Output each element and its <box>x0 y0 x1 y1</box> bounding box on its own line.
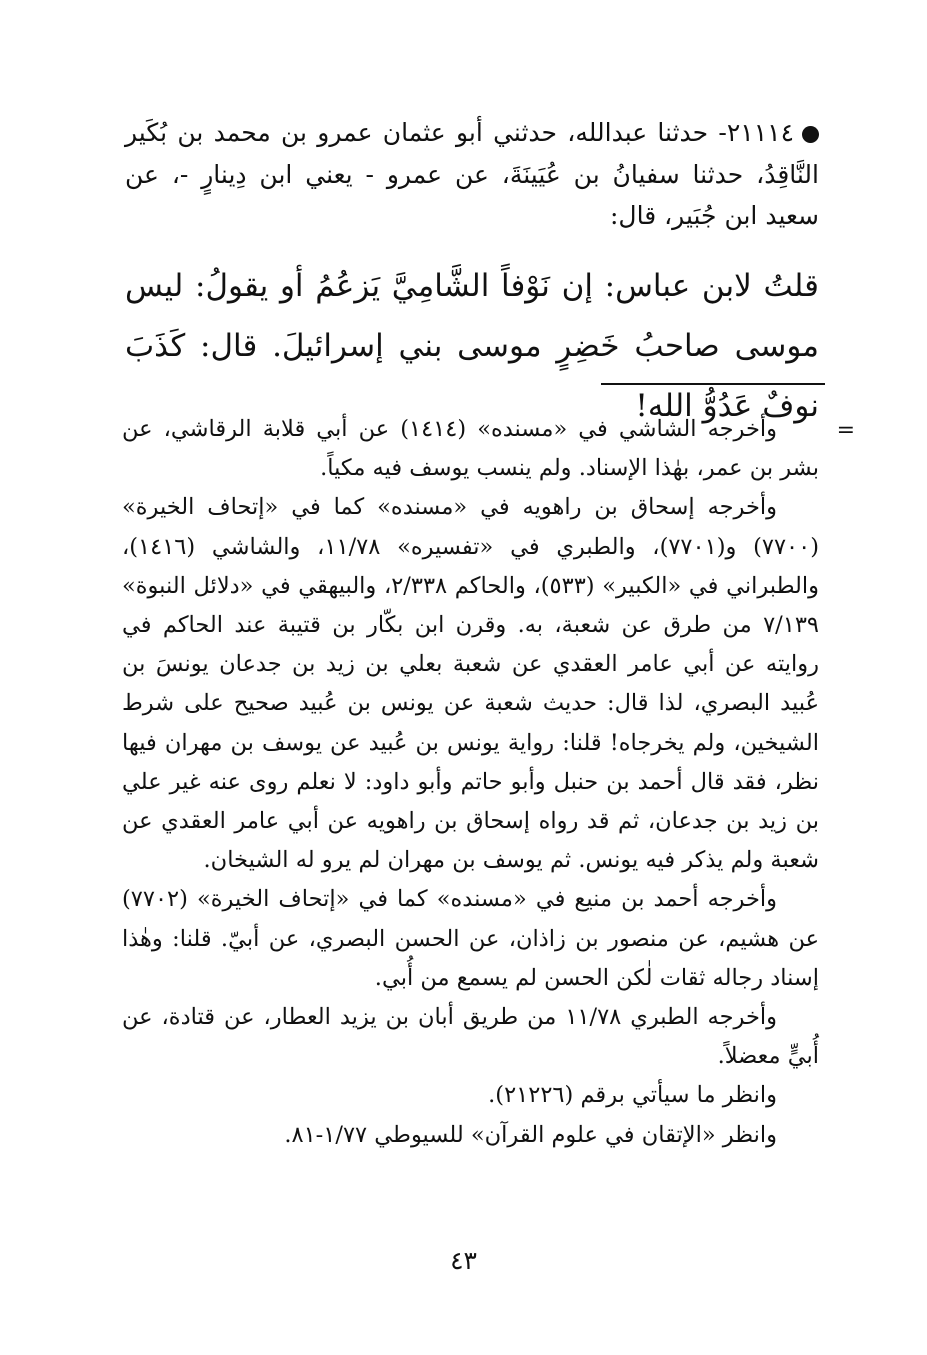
page-number: ٤٣ <box>450 1246 477 1275</box>
footnote-separator <box>601 383 825 385</box>
footnote-paragraph: وانظر ما سيأتي برقم (٢١٢٢٦). <box>488 1082 777 1109</box>
hadith-intro <box>125 112 819 237</box>
footnote-paragraph: وأخرجه أحمد بن منيع في «مسنده» كما في «إتحاف الخيرة» (٧٧٠٢) عن هشيم، عن منصور بن زاذان، عن الحسن البصري، عن أبيّ. قلنا: وهٰذا إسناد رجاله ثقات لٰكن الحسن لم يسمع من أُبي. <box>122 886 819 991</box>
bullet-icon <box>802 126 819 143</box>
hadith-intro-text: ٢١١١٤- حدثنا عبدالله، حدثني أبو عثمان عمرو بن محمد بن بُكَير النَّاقِدُ، حدثنا سفيانُ بن عُيَينَةَ، عن عمرو - يعني ابن دِينارٍ -، عن سعيد ابن جُبَير، قال: <box>125 118 819 230</box>
footnote-paragraph: وأخرجه الطبري ١١/٧٨ من طريق أبان بن يزيد العطار، عن قتادة، عن أُبيٍّ معضلاً. <box>122 1004 819 1070</box>
footnote-paragraph: وانظر «الإتقان في علوم القرآن» للسيوطي ١/٧٧-٨١. <box>284 1121 777 1148</box>
footnote-continuation-mark: = <box>836 418 855 443</box>
footnote-paragraph: وأخرجه إسحاق بن راهويه في «مسنده» كما في «إتحاف الخيرة» (٧٧٠٠) و(٧٧٠١)، والطبري في «تفسيره» ١١/٧٨، والشاشي (١٤١٦)، والطبراني في «الكبير» (٥٣٣)، والحاكم ٢/٣٣٨، والبيهقي في «دلائل النبوة» ٧/١٣٩ من طرق عن شعبة، به. وقرن ابن بكّار بن قتيبة عند الحاكم في روايته عن أبي عامر العقدي عن شعبة بعلي بن زيد بن جدعان يونسَ بن عُبيد البصري، لذا قال: حديث شعبة عن يونس بن عُبيد صحيح على شرط الشيخين، ولم يخرجاه! قلنا: رواية يونس بن عُبيد عن يوسف بن مهران فيها نظر، فقد قال أحمد بن حنبل وأبو حاتم وأبو داود: لا نعلم روى عنه غير علي بن زيد بن جدعان، ثم قد رواه إسحاق بن راهويه عن أبي عامر العقدي عن شعبة ولم يذكر فيه يونس. ثم يوسف بن مهران لم يرو له الشيخان. <box>122 494 819 874</box>
footnote-paragraph: وأخرجه الشاشي في «مسنده» (١٤١٤) عن أبي قلابة الرقاشي، عن بشر بن عمر، بهٰذا الإسناد. ولم ينسب يوسف فيه مكياً. <box>122 416 819 482</box>
footnotes <box>122 410 819 1155</box>
hadith-text: قلتُ لابن عباس: إن نَوْفاً الشَّامِيَّ يَزعُمُ أو يقولُ: ليس موسى صاحبُ خَضِرٍ موسى بني إسرائيلَ. قال: كَذَبَ نوفٌ عَدُوُّ الله! <box>125 268 819 424</box>
